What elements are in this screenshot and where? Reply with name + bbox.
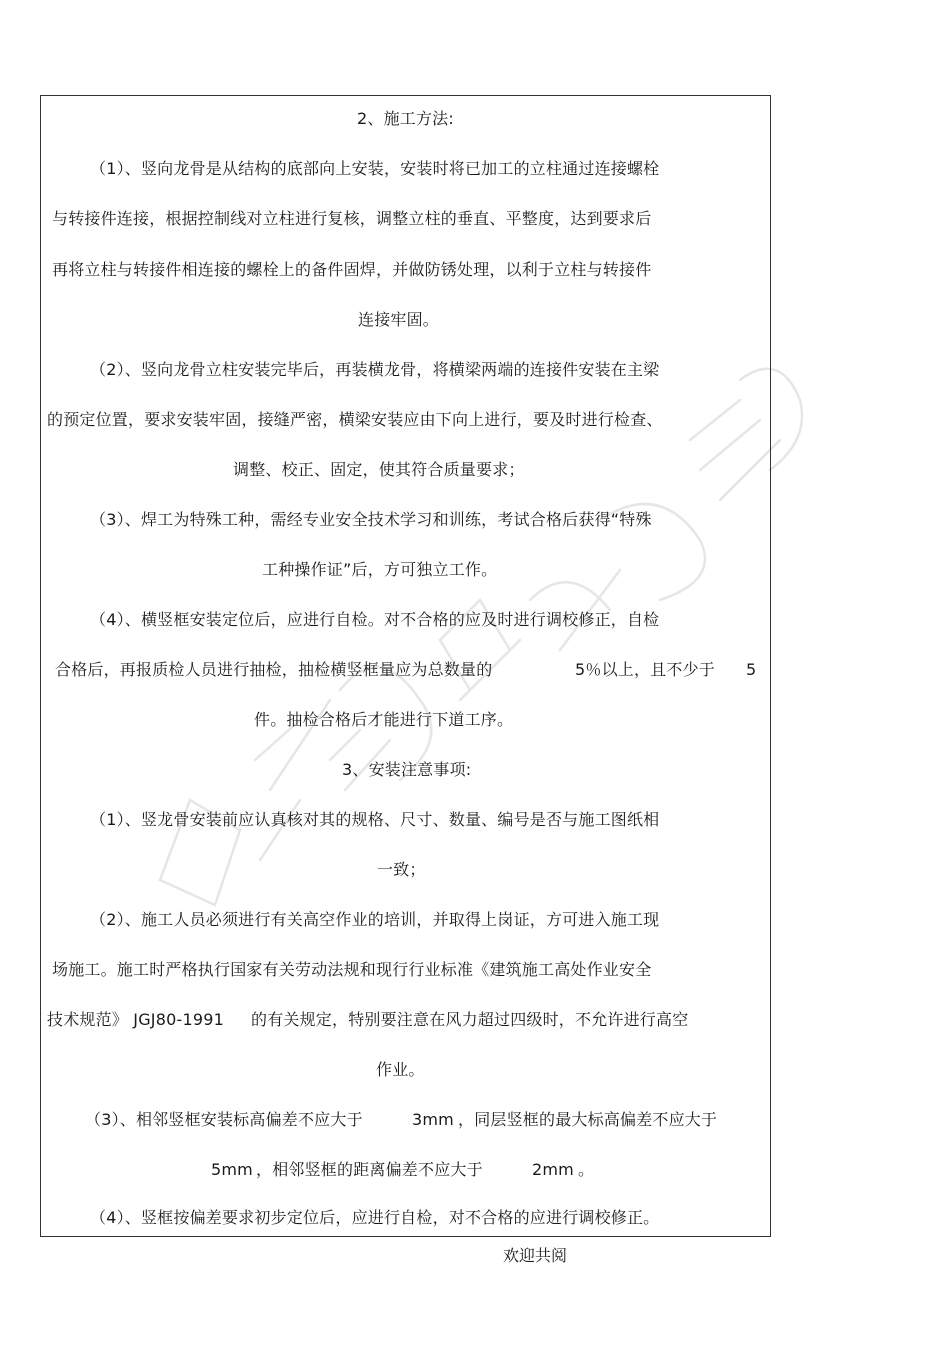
s3-p2-line3a: 技术规范》 JGJ80-1991 [47, 1010, 224, 1029]
s2-p4-line3: 件。抽检合格后才能进行下道工序。 [254, 710, 514, 729]
s3-p3-line1b: 3mm [412, 1110, 454, 1129]
s2-p1-line1: （1）、竖向龙骨是从结构的底部向上安装，安装时将已加工的立柱通过连接螺栓 [90, 159, 660, 178]
s3-p3-line1a: （3）、相邻竖框安装标高偏差不应大于 [85, 1110, 363, 1129]
s3-p3-line2a: 5mm [211, 1160, 253, 1179]
s2-p2-line2: 的预定位置，要求安装牢固，接缝严密，横梁安装应由下向上进行，要及时进行检查、 [47, 410, 663, 429]
s2-p2-line1: （2）、竖向龙骨立柱安装完毕后，再装横龙骨，将横梁两端的连接件安装在主梁 [90, 360, 660, 379]
s3-p1-line1: （1）、竖龙骨安装前应认真核对其的规格、尺寸、数量、编号是否与施工图纸相 [90, 810, 660, 829]
s2-p1-line2: 与转接件连接，根据控制线对立柱进行复核，调整立柱的垂直、平整度，达到要求后 [52, 209, 652, 228]
section-2-heading: 2、施工方法: [357, 109, 454, 128]
footer-text: 欢迎共阅 [503, 1246, 568, 1265]
s2-p3-line1: （3）、焊工为特殊工种，需经专业安全技术学习和训练，考试合格后获得“特殊 [90, 510, 652, 529]
s3-p2-line4: 作业。 [376, 1060, 425, 1079]
s3-p3-line2d: 。 [578, 1160, 595, 1179]
s2-p2-line3: 调整、校正、固定，使其符合质量要求； [233, 460, 525, 479]
s2-p1-line4: 连接牢固。 [358, 310, 440, 329]
s3-p3-line1c: ，同层竖框的最大标高偏差不应大于 [458, 1110, 718, 1129]
s3-p2-line2: 场施工。施工时严格执行国家有关劳动法规和现行行业标准《建筑施工高处作业安全 [52, 960, 652, 979]
s2-p3-line2: 工种操作证”后，方可独立工作。 [262, 560, 498, 579]
s3-p4-line1: （4）、竖框按偏差要求初步定位后，应进行自检，对不合格的应进行调校修正。 [90, 1208, 660, 1227]
s2-p1-line3: 再将立柱与转接件相连接的螺栓上的备件固焊，并做防锈处理，以利于立柱与转接件 [52, 260, 652, 279]
s2-p4-line1: （4）、横竖框安装定位后，应进行自检。对不合格的应及时进行调校修正，自检 [90, 610, 660, 629]
s3-p1-line2: 一致； [377, 860, 426, 879]
s3-p3-line2c: 2mm [532, 1160, 574, 1179]
s3-p2-line1: （2）、施工人员必须进行有关高空作业的培训，并取得上岗证，方可进入施工现 [90, 910, 660, 929]
section-3-heading: 3、安装注意事项: [342, 760, 472, 779]
s2-p4-line2b: 5％以上，且不少于 [575, 660, 715, 679]
s3-p3-line2b: ，相邻竖框的距离偏差不应大于 [256, 1160, 483, 1179]
s2-p4-line2c: 5 [746, 660, 757, 679]
s3-p2-line3b: 的有关规定，特别要注意在风力超过四级时，不允许进行高空 [251, 1010, 689, 1029]
s2-p4-line2a: 合格后，再报质检人员进行抽检，抽检横竖框量应为总数量的 [55, 660, 493, 679]
